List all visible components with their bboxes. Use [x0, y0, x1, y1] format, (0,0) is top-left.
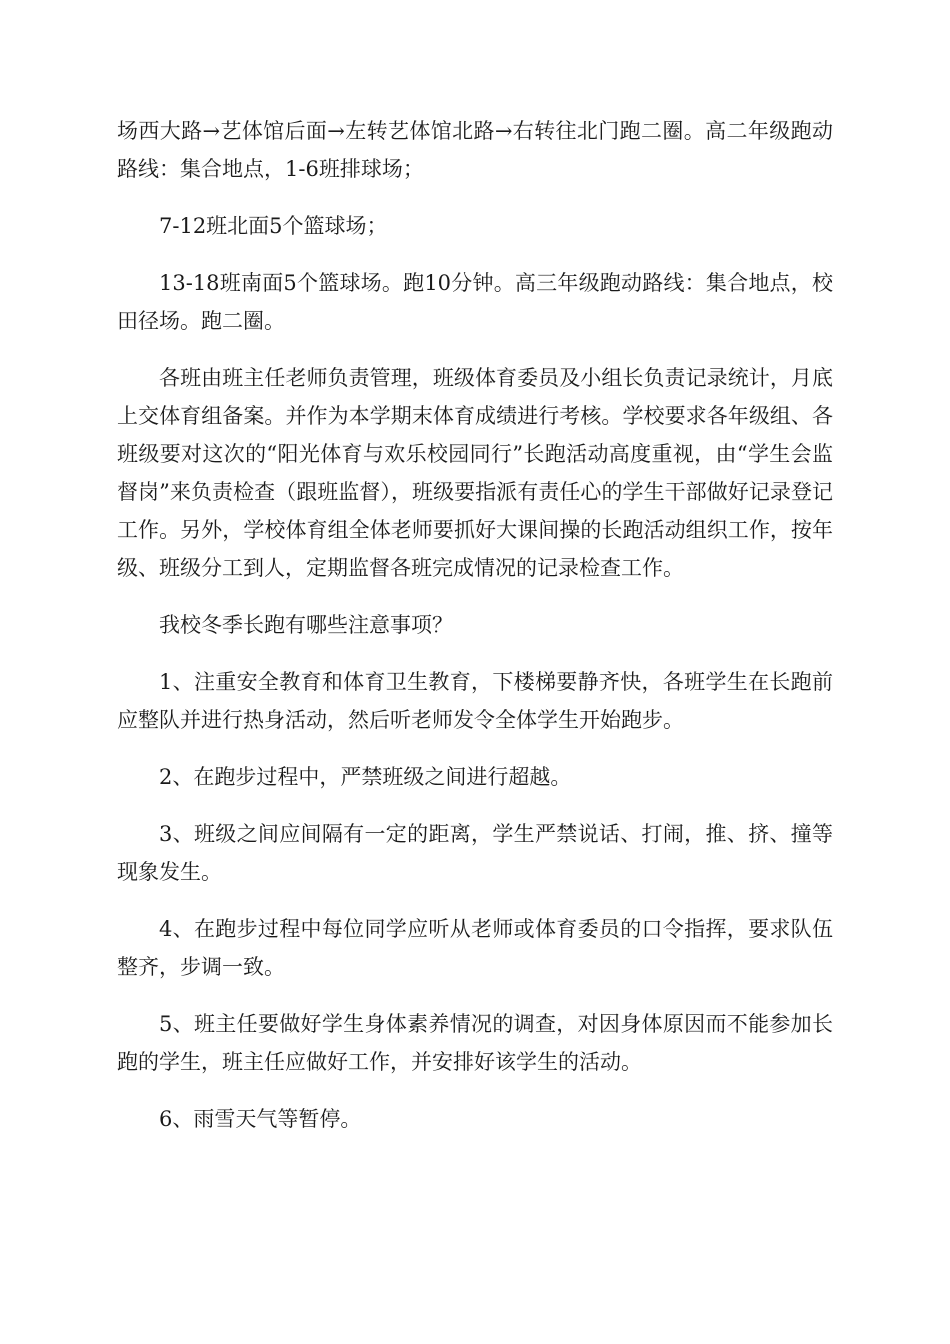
paragraph-classes-7-12: 7-12班北面5个篮球场；: [159, 214, 388, 238]
paragraph-notice-heading: 我校冬季长跑有哪些注意事项？: [159, 613, 453, 637]
paragraph-item-3: 3、班级之间应间隔有一定的距离，学生严禁说话、打闹，推、挤、撞等现象发生。: [117, 822, 833, 884]
paragraph-classes-13-18: 13-18班南面5个篮球场。跑10分钟。高三年级跑动路线：集合地点，校田径场。跑二圈。: [117, 271, 833, 333]
paragraph-route-continuation: 场西大路→艺体馆后面→左转艺体馆北路→右转往北门跑二圈。高二年级跑动路线：集合地点，1-6班排球场；: [117, 119, 833, 181]
paragraph-item-2: 2、在跑步过程中，严禁班级之间进行超越。: [159, 765, 572, 789]
paragraph-item-1: 1、注重安全教育和体育卫生教育，下楼梯要静齐快，各班学生在长跑前应整队并进行热身活动，然后听老师发令全体学生开始跑步。: [117, 670, 833, 732]
paragraph-item-6: 6、雨雪天气等暂停。: [159, 1107, 362, 1131]
document-body: [117, 112, 833, 1157]
paragraph-item-5: 5、班主任要做好学生身体素养情况的调查，对因身体原因而不能参加长跑的学生，班主任应做好工作，并安排好该学生的活动。: [117, 1012, 833, 1074]
paragraph-item-4: 4、在跑步过程中每位同学应听从老师或体育委员的口令指挥，要求队伍整齐，步调一致。: [117, 917, 833, 979]
paragraph-management: 各班由班主任老师负责管理，班级体育委员及小组长负责记录统计，月底上交体育组备案。并作为本学期末体育成绩进行考核。学校要求各年级组、各班级要对这次的“阳光体育与欢乐校园同行”长跑活动高度重视，由“学生会监督岗”来负责检查（跟班监督），班级要指派有责任心的学生干部做好记录登记工作。另外，学校体育组全体老师要抓好大课间操的长跑活动组织工作，按年级、班级分工到人，定期监督各班完成情况的记录检查工作。: [117, 366, 833, 580]
